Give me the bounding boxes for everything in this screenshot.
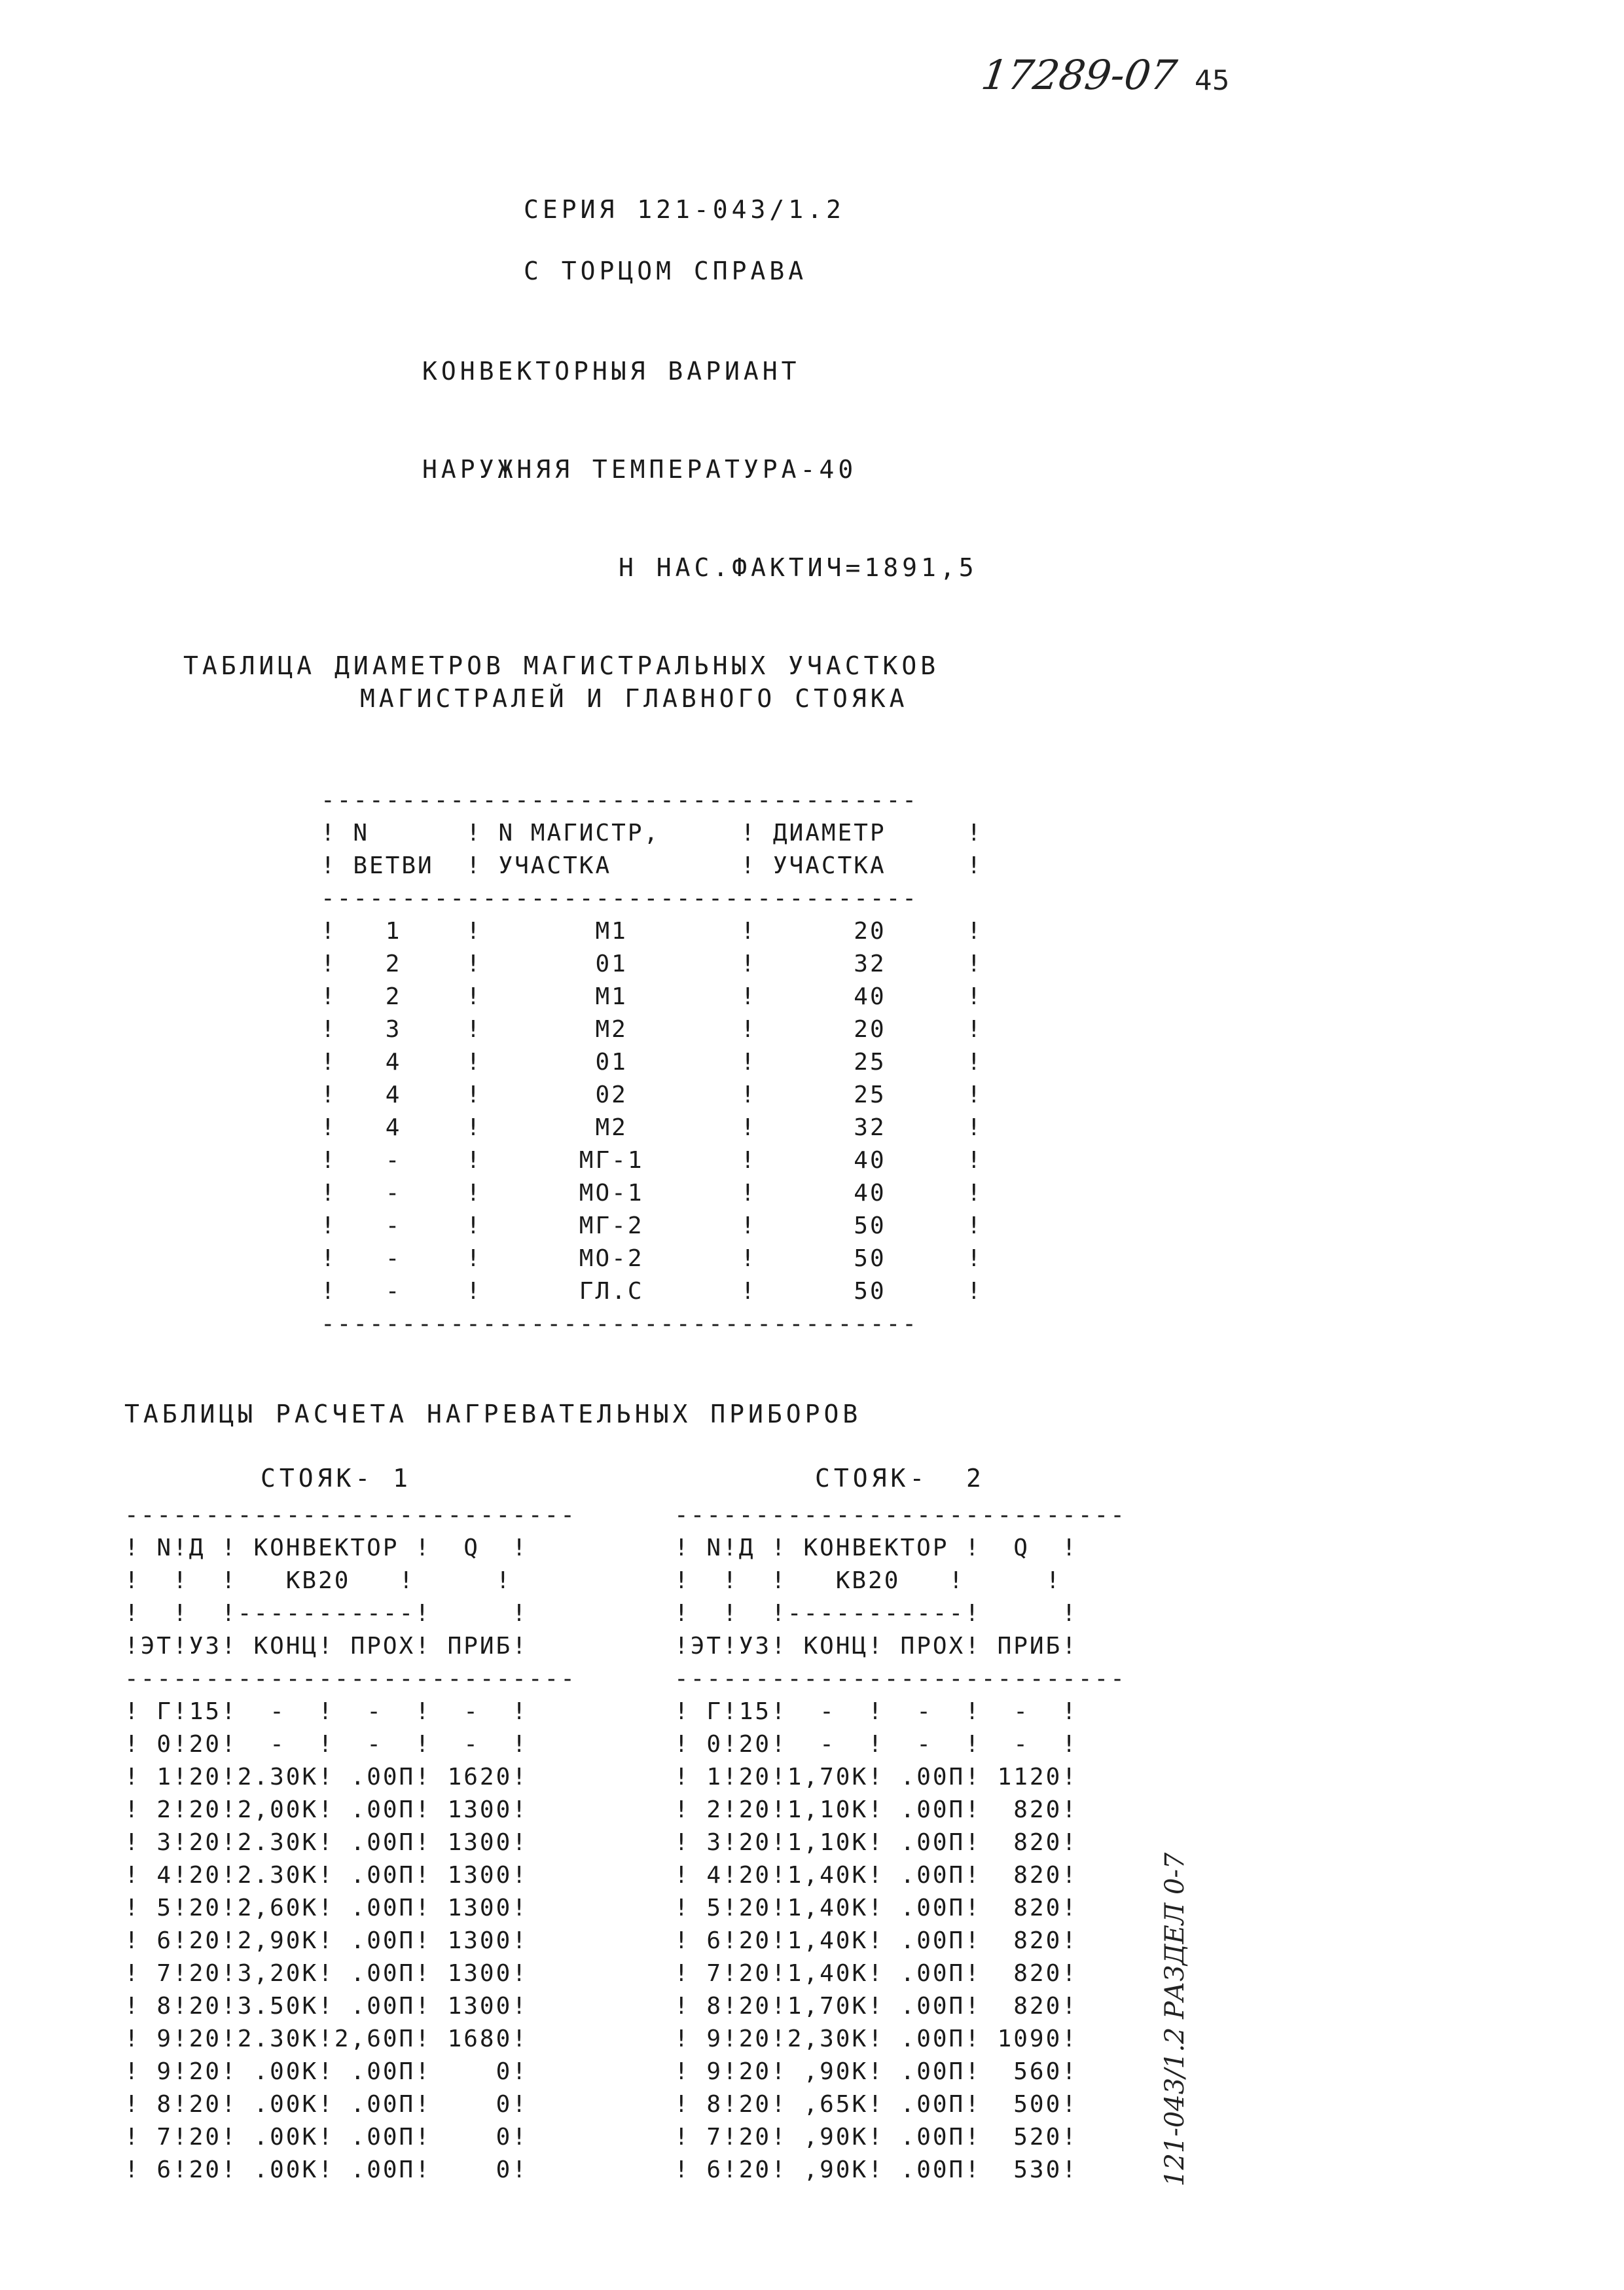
table-row: ! 6!20! ,90К! .00П! 530! xyxy=(674,2156,1078,2183)
floor-number: 1 xyxy=(140,1764,173,1790)
floor-number: 7 xyxy=(140,1960,173,1987)
heat-load: 1300 xyxy=(431,1862,513,1889)
convector-end: ,90К xyxy=(787,2124,869,2151)
col-header-branch: ВЕТВИ xyxy=(353,852,434,879)
pipe-diameter: 20 xyxy=(738,2026,772,2052)
convector-end: - xyxy=(787,1731,869,1758)
heat-load: 1620 xyxy=(431,1764,513,1790)
table-row: ! 6!20!1,40К! .00П! 820! xyxy=(674,1927,1078,1954)
convector-through: .00П xyxy=(884,2091,965,2118)
branch-number: - xyxy=(353,1278,450,1305)
table-row: ! 2!20!2,00К! .00П! 1300! xyxy=(124,1796,528,1823)
end-side-line: С ТОРЦОМ СПРАВА xyxy=(524,257,808,285)
floor-number: 6 xyxy=(690,1927,723,1954)
convector-through: .00П xyxy=(884,1796,965,1823)
col-header-through: ПРОХ xyxy=(350,1633,416,1660)
convector-end: 1,40К xyxy=(787,1927,869,1954)
convector-through: .00П xyxy=(884,2058,965,2085)
convector-through: - xyxy=(884,1698,965,1725)
convector-end: 2,30К xyxy=(787,2026,869,2052)
convector-through: .00П xyxy=(884,1960,965,1987)
heat-load: 820 xyxy=(981,1960,1062,1987)
heat-load: 820 xyxy=(981,1796,1062,1823)
floor-number: 8 xyxy=(140,2091,173,2118)
heat-load: 820 xyxy=(981,1993,1062,2020)
pipe-diameter: 20 xyxy=(189,2058,222,2085)
convector-through: .00П xyxy=(334,1796,416,1823)
handwritten-document-number: 17289-07 xyxy=(978,51,1180,99)
floor-number: 8 xyxy=(690,2091,723,2118)
table-row: ! 1!20!1,70К! .00П! 1120! xyxy=(674,1764,1078,1790)
section-name: М2 xyxy=(498,1016,725,1043)
heat-load: 500 xyxy=(981,2091,1062,2118)
table-row: ! 9!20! ,90К! .00П! 560! xyxy=(674,2058,1078,2085)
convector-through: .00П xyxy=(884,1862,965,1889)
section-name: МО-2 xyxy=(498,1245,725,1272)
convector-end: ,90К xyxy=(787,2058,869,2085)
branch-number: 2 xyxy=(353,983,450,1010)
table-row: ! 3!20!2.30К! .00П! 1300! xyxy=(124,1829,528,1856)
branch-number: - xyxy=(353,1147,450,1174)
convector-end: 2.30К xyxy=(237,1862,319,1889)
convector-end: 1,70К xyxy=(787,1993,869,2020)
convector-end: 1,40К xyxy=(787,1862,869,1889)
heat-load: - xyxy=(981,1698,1062,1725)
pipe-diameter: 20 xyxy=(738,2058,772,2085)
floor-number: 8 xyxy=(140,1993,173,2020)
table-row: ! 9!20!2,30К! .00П! 1090! xyxy=(674,2026,1078,2052)
table-row: ! 9!20! .00К! .00П! 0! xyxy=(124,2058,528,2085)
table-row: ! 4!20!1,40К! .00П! 820! xyxy=(674,1862,1078,1889)
diameter-value: 50 xyxy=(772,1245,967,1272)
section-name: 02 xyxy=(498,1081,725,1108)
convector-through: .00П xyxy=(884,2156,965,2183)
heat-load: 820 xyxy=(981,1895,1062,1921)
convector-through: .00П xyxy=(334,1764,416,1790)
floor-number: 3 xyxy=(690,1829,723,1856)
pipe-diameter: 20 xyxy=(738,2091,772,2118)
diameter-value: 20 xyxy=(772,1016,967,1043)
convector-through: .00П xyxy=(334,1895,416,1921)
heat-load: - xyxy=(431,1731,513,1758)
pipe-diameter: 20 xyxy=(738,1993,772,2020)
table-row: ! - ! МГ-1 ! 40 ! xyxy=(321,1147,983,1174)
pipe-diameter: 20 xyxy=(738,2156,772,2183)
heat-load: 1120 xyxy=(981,1764,1062,1790)
convector-end: .00К xyxy=(237,2156,319,2183)
convector-through: - xyxy=(334,1731,416,1758)
pipe-diameter: 20 xyxy=(189,1993,222,2020)
table-row: ! 5!20!1,40К! .00П! 820! xyxy=(674,1895,1078,1921)
convector-end: 2,90К xyxy=(237,1927,319,1954)
convector-through: .00П xyxy=(334,1927,416,1954)
convector-through: .00П xyxy=(884,1764,965,1790)
pipe-diameter: 20 xyxy=(738,1796,772,1823)
riser-2-table: ---------------------------- ! N!Д ! КОНВЕКТОР ! Q ! ! ! ! КВ20 ! ! ! ! !-----------! ! !ЭТ!УЗ! КОНЦ! ПРОХ! ПРИБ! ---------------------------- ! Г!15! - ! - ! - ! ! 0!20! - ! - ! - ! ! 1!20!1,70К! .00П! 1120! ! 2!20!1,10К! .00П! 820! ! 3!20!1,10К! .00П! 820! ! 4!20!1,40К! .00П! 820! ! 5!20!1,40К! .00П! 820! ! 6!20!1,40К! .00П! 820! ! 7!20!1,40К! .00П! 820! ! 8!20!1,70К! .00П! 820! ! 9!20!2,30К! .00П! 1090! ! 9!20! ,90К! .00П! 560! ! 8!20! ,65К! .00П! 500! ! 7!20! ,90К! .00П! 520! ! 6!20! ,90К! .00П! 530! xyxy=(674,1502,1127,2183)
pipe-diameter: 20 xyxy=(189,1960,222,1987)
floor-number: 5 xyxy=(690,1895,723,1921)
table-row: ! 4!20!2.30К! .00П! 1300! xyxy=(124,1862,528,1889)
table-row: ! - ! МО-1 ! 40 ! xyxy=(321,1180,983,1207)
table-row: ! 1 ! М1 ! 20 ! xyxy=(321,918,983,945)
riser-1-label: СТОЯК- 1 xyxy=(261,1464,412,1493)
floor-number: 4 xyxy=(690,1862,723,1889)
convector-through: .00П xyxy=(884,2124,965,2151)
convector-end: 2.30К xyxy=(237,2026,319,2052)
convector-through: .00П xyxy=(884,1993,965,2020)
floor-number: 2 xyxy=(140,1796,173,1823)
heat-load: 1680 xyxy=(431,2026,513,2052)
section-name: М1 xyxy=(498,918,725,945)
pipe-diameter: 20 xyxy=(738,2124,772,2151)
col-header-end: КОНЦ xyxy=(803,1633,869,1660)
section-name: МО-1 xyxy=(498,1180,725,1207)
convector-end: - xyxy=(237,1731,319,1758)
col-header-convector-type: КВ20 xyxy=(835,1567,901,1594)
col-header-diameter: УЧАСТКА xyxy=(772,852,886,879)
diameter-value: 25 xyxy=(772,1081,967,1108)
convector-through: .00П xyxy=(334,2058,416,2085)
col-header-section: УЧАСТКА xyxy=(498,852,612,879)
branch-number: - xyxy=(353,1212,450,1239)
heat-load: 1300 xyxy=(431,1993,513,2020)
table-row: ! 8!20! .00К! .00П! 0! xyxy=(124,2091,528,2118)
series-line: СЕРИЯ 121-043/1.2 xyxy=(524,195,845,224)
table-row: ! 5!20!2,60К! .00П! 1300! xyxy=(124,1895,528,1921)
branch-number: 1 xyxy=(353,918,450,945)
pipe-diameter: 15 xyxy=(189,1698,222,1725)
riser-2-label: СТОЯК- 2 xyxy=(815,1464,985,1493)
table-row: ! 3 ! М2 ! 20 ! xyxy=(321,1016,983,1043)
table-row: ! 8!20! ,65К! .00П! 500! xyxy=(674,2091,1078,2118)
branch-number: - xyxy=(353,1180,450,1207)
table-row: ! 2!20!1,10К! .00П! 820! xyxy=(674,1796,1078,1823)
table-row: ! 7!20! .00К! .00П! 0! xyxy=(124,2124,528,2151)
floor-number: 6 xyxy=(690,2156,723,2183)
pipe-diameter: 20 xyxy=(189,1862,222,1889)
variant-line: КОНВЕКТОРНЫЯ ВАРИАНТ xyxy=(422,357,801,386)
table-row: ! 6!20! .00К! .00П! 0! xyxy=(124,2156,528,2183)
floor-number: 6 xyxy=(140,1927,173,1954)
pipe-diameter: 20 xyxy=(189,1895,222,1921)
section-name: МГ-2 xyxy=(498,1212,725,1239)
diameter-table-title-2: МАГИСТРАЛЕЙ И ГЛАВНОГО СТОЯКА xyxy=(360,684,909,713)
convector-end: 2.30К xyxy=(237,1829,319,1856)
floor-number: 7 xyxy=(690,1960,723,1987)
convector-through: .00П xyxy=(884,1895,965,1921)
pipe-diameter: 20 xyxy=(189,1731,222,1758)
heat-load: 0 xyxy=(431,2156,513,2183)
table-row: ! - ! МГ-2 ! 50 ! xyxy=(321,1212,983,1239)
floor-number: 4 xyxy=(140,1862,173,1889)
heat-load: 1090 xyxy=(981,2026,1062,2052)
floor-number: Г xyxy=(690,1698,723,1725)
col-header-diameter: Д xyxy=(189,1535,222,1561)
table-row: ! 4 ! 01 ! 25 ! xyxy=(321,1049,983,1076)
convector-end: 2,00К xyxy=(237,1796,319,1823)
branch-number: - xyxy=(353,1245,450,1272)
diameter-table-title-1: ТАБЛИЦА ДИАМЕТРОВ МАГИСТРАЛЬНЫХ УЧАСТКОВ xyxy=(183,651,940,680)
section-name: 01 xyxy=(498,951,725,977)
riser-1-table: ---------------------------- ! N!Д ! КОНВЕКТОР ! Q ! ! ! ! КВ20 ! ! ! ! !-----------! ! !ЭТ!УЗ! КОНЦ! ПРОХ! ПРИБ! ---------------------------- ! Г!15! - ! - ! - ! ! 0!20! - ! - ! - ! ! 1!20!2.30К! .00П! 1620! ! 2!20!2,00К! .00П! 1300! ! 3!20!2.30К! .00П! 1300! ! 4!20!2.30К! .00П! 1300! ! 5!20!2,60К! .00П! 1300! ! 6!20!2,90К! .00П! 1300! ! 7!20!3,20К! .00П! 1300! ! 8!20!3.50К! .00П! 1300! ! 9!20!2.30К!2,60П! 1680! ! 9!20! .00К! .00П! 0! ! 8!20! .00К! .00П! 0! ! 7!20! .00К! .00П! 0! ! 6!20! .00К! .00П! 0! xyxy=(124,1502,577,2183)
side-stamp: 121-043/1.2 РАЗДЕЛ 0-7 xyxy=(1160,1852,1190,2187)
convector-end: 1,70К xyxy=(787,1764,869,1790)
col-header-branch: N xyxy=(353,820,370,846)
convector-end: - xyxy=(237,1698,319,1725)
convector-through: 2,60П xyxy=(334,2026,416,2052)
floor-number: 1 xyxy=(690,1764,723,1790)
convector-end: ,90К xyxy=(787,2156,869,2183)
col-header-floor: N xyxy=(140,1535,173,1561)
floor-number: 7 xyxy=(140,2124,173,2151)
col-header-convector: КОНВЕКТОР xyxy=(253,1535,399,1561)
convector-end: 1,10К xyxy=(787,1829,869,1856)
diameter-value: 32 xyxy=(772,951,967,977)
floor-number: 5 xyxy=(140,1895,173,1921)
heat-load: 820 xyxy=(981,1927,1062,1954)
heat-load: - xyxy=(431,1698,513,1725)
col-header-floor: ЭТ xyxy=(690,1633,723,1660)
pipe-diameter: 15 xyxy=(738,1698,772,1725)
convector-end: - xyxy=(787,1698,869,1725)
heat-load: 530 xyxy=(981,2156,1062,2183)
table-row: ! 1!20!2.30К! .00П! 1620! xyxy=(124,1764,528,1790)
col-header-heat: ПРИБ xyxy=(997,1633,1062,1660)
floor-number: 0 xyxy=(690,1731,723,1758)
heat-load: 520 xyxy=(981,2124,1062,2151)
floor-number: 3 xyxy=(140,1829,173,1856)
table-row: ! 8!20!1,70К! .00П! 820! xyxy=(674,1993,1078,2020)
heat-load: 820 xyxy=(981,1829,1062,1856)
diameter-value: 20 xyxy=(772,918,967,945)
diameter-value: 50 xyxy=(772,1212,967,1239)
table-row: ! 0!20! - ! - ! - ! xyxy=(674,1731,1078,1758)
floor-number: 0 xyxy=(140,1731,173,1758)
convector-through: .00П xyxy=(884,2026,965,2052)
branch-number: 4 xyxy=(353,1114,450,1141)
table-row: ! 0!20! - ! - ! - ! xyxy=(124,1731,528,1758)
pipe-diameter: 20 xyxy=(738,1862,772,1889)
section-name: 01 xyxy=(498,1049,725,1076)
table-row: ! 7!20! ,90К! .00П! 520! xyxy=(674,2124,1078,2151)
convector-end: .00К xyxy=(237,2058,319,2085)
pipe-diameter: 20 xyxy=(189,2156,222,2183)
heat-load: 560 xyxy=(981,2058,1062,2085)
floor-number: 9 xyxy=(690,2058,723,2085)
floor-number: Г xyxy=(140,1698,173,1725)
table-row: ! 6!20!2,90К! .00П! 1300! xyxy=(124,1927,528,1954)
col-header-convector: КОНВЕКТОР xyxy=(803,1535,949,1561)
heat-load: 1300 xyxy=(431,1927,513,1954)
pipe-diameter: 20 xyxy=(189,1796,222,1823)
convector-end: 2,60К xyxy=(237,1895,319,1921)
convector-through: .00П xyxy=(884,1927,965,1954)
col-header-diameter: УЗ xyxy=(738,1633,772,1660)
col-header-convector-type: КВ20 xyxy=(285,1567,351,1594)
section-name: ГЛ.С xyxy=(498,1278,725,1305)
pipe-diameter: 20 xyxy=(738,1829,772,1856)
convector-end: 1,10К xyxy=(787,1796,869,1823)
convector-through: .00П xyxy=(884,1829,965,1856)
heat-load: 1300 xyxy=(431,1796,513,1823)
section-name: МГ-1 xyxy=(498,1147,725,1174)
branch-number: 4 xyxy=(353,1049,450,1076)
diameter-value: 25 xyxy=(772,1049,967,1076)
convector-end: 1,40К xyxy=(787,1960,869,1987)
table-row: ! 7!20!1,40К! .00П! 820! xyxy=(674,1960,1078,1987)
table-row: ! - ! ГЛ.С ! 50 ! xyxy=(321,1278,983,1305)
diameter-value: 32 xyxy=(772,1114,967,1141)
pipe-diameter: 20 xyxy=(738,1895,772,1921)
pipe-diameter: 20 xyxy=(189,2091,222,2118)
floor-number: 6 xyxy=(140,2156,173,2183)
floor-number: 9 xyxy=(690,2026,723,2052)
convector-end: 3,20К xyxy=(237,1960,319,1987)
convector-through: .00П xyxy=(334,2124,416,2151)
outside-temperature-line: НАРУЖНЯЯ ТЕМПЕРАТУРА-40 xyxy=(422,455,857,484)
diameter-value: 40 xyxy=(772,1147,967,1174)
convector-through: .00П xyxy=(334,1960,416,1987)
table-row: ! Г!15! - ! - ! - ! xyxy=(674,1698,1078,1725)
pump-head-line: Н НАС.ФАКТИЧ=1891,5 xyxy=(619,553,978,582)
convector-through: .00П xyxy=(334,2156,416,2183)
page-number: 45 xyxy=(1195,64,1230,96)
convector-through: - xyxy=(334,1698,416,1725)
table-row: ! - ! МО-2 ! 50 ! xyxy=(321,1245,983,1272)
heat-load: - xyxy=(981,1731,1062,1758)
convector-end: 3.50К xyxy=(237,1993,319,2020)
table-row: ! 4 ! 02 ! 25 ! xyxy=(321,1081,983,1108)
table-row: ! 3!20!1,10К! .00П! 820! xyxy=(674,1829,1078,1856)
pipe-diameter: 20 xyxy=(738,1731,772,1758)
heat-load: 0 xyxy=(431,2091,513,2118)
convector-end: .00К xyxy=(237,2091,319,2118)
col-header-section: N МАГИСТР, xyxy=(498,820,660,846)
pipe-diameter: 20 xyxy=(189,1829,222,1856)
convector-through: .00П xyxy=(334,1862,416,1889)
section-name: М1 xyxy=(498,983,725,1010)
pipe-diameter: 20 xyxy=(738,1960,772,1987)
table-row: ! 4 ! М2 ! 32 ! xyxy=(321,1114,983,1141)
diameter-value: 40 xyxy=(772,1180,967,1207)
heat-load: 1300 xyxy=(431,1829,513,1856)
col-header-floor: ЭТ xyxy=(140,1633,173,1660)
heat-load: 0 xyxy=(431,2124,513,2151)
pipe-diameter: 20 xyxy=(189,1927,222,1954)
pipe-diameter: 20 xyxy=(738,1764,772,1790)
col-header-diameter: УЗ xyxy=(189,1633,222,1660)
col-header-heat: Q xyxy=(431,1535,513,1561)
table-row: ! 8!20!3.50К! .00П! 1300! xyxy=(124,1993,528,2020)
pipe-diameter: 20 xyxy=(189,2124,222,2151)
convector-end: 1,40К xyxy=(787,1895,869,1921)
diameter-value: 50 xyxy=(772,1278,967,1305)
branch-number: 2 xyxy=(353,951,450,977)
floor-number: 8 xyxy=(690,1993,723,2020)
branch-number: 4 xyxy=(353,1081,450,1108)
table-row: ! Г!15! - ! - ! - ! xyxy=(124,1698,528,1725)
table-row: ! 2 ! М1 ! 40 ! xyxy=(321,983,983,1010)
diameter-value: 40 xyxy=(772,983,967,1010)
branch-number: 3 xyxy=(353,1016,450,1043)
col-header-heat: Q xyxy=(981,1535,1062,1561)
pipe-diameter: 20 xyxy=(189,2026,222,2052)
convector-end: 2.30К xyxy=(237,1764,319,1790)
diameter-table: ------------------------------------- ! N ! N МАГИСТР, ! ДИАМЕТР ! ! ВЕТВИ ! УЧАСТКА ! УЧАСТКА ! ------------------------------------- ! 1 ! М1 ! 20 ! ! 2 ! 01 ! 32 ! ! 2 ! М1 ! 40 ! ! 3 ! М2 ! 20 ! ! 4 ! 01 ! 25 ! ! 4 ! 02 ! 25 ! ! 4 ! М2 ! 32 ! ! - ! МГ-1 ! 40 ! ! - ! МО-1 ! 40 ! ! - ! МГ-2 ! 50 ! ! - ! МО-2 ! 50 ! ! - ! ГЛ.С ! 50 ! ------------------------------------- xyxy=(321,787,983,1337)
col-header-end: КОНЦ xyxy=(253,1633,319,1660)
col-header-diameter: ДИАМЕТР xyxy=(772,820,886,846)
convector-end: ,65К xyxy=(787,2091,869,2118)
convector-through: .00П xyxy=(334,1829,416,1856)
convector-through: .00П xyxy=(334,2091,416,2118)
col-header-heat: ПРИБ xyxy=(447,1633,513,1660)
table-row: ! 7!20!3,20К! .00П! 1300! xyxy=(124,1960,528,1987)
col-header-floor: N xyxy=(690,1535,723,1561)
floor-number: 7 xyxy=(690,2124,723,2151)
convector-end: .00К xyxy=(237,2124,319,2151)
pipe-diameter: 20 xyxy=(738,1927,772,1954)
section-name: М2 xyxy=(498,1114,725,1141)
col-header-diameter: Д xyxy=(738,1535,772,1561)
pipe-diameter: 20 xyxy=(189,1764,222,1790)
heat-load: 820 xyxy=(981,1862,1062,1889)
table-row: ! 9!20!2.30К!2,60П! 1680! xyxy=(124,2026,528,2052)
floor-number: 2 xyxy=(690,1796,723,1823)
table-row: ! 2 ! 01 ! 32 ! xyxy=(321,951,983,977)
heater-tables-title: ТАБЛИЦЫ РАСЧЕТА НАГРЕВАТЕЛЬНЫХ ПРИБОРОВ xyxy=(124,1400,862,1428)
floor-number: 9 xyxy=(140,2058,173,2085)
heat-load: 1300 xyxy=(431,1960,513,1987)
heat-load: 1300 xyxy=(431,1895,513,1921)
floor-number: 9 xyxy=(140,2026,173,2052)
convector-through: .00П xyxy=(334,1993,416,2020)
col-header-through: ПРОХ xyxy=(900,1633,965,1660)
heat-load: 0 xyxy=(431,2058,513,2085)
convector-through: - xyxy=(884,1731,965,1758)
